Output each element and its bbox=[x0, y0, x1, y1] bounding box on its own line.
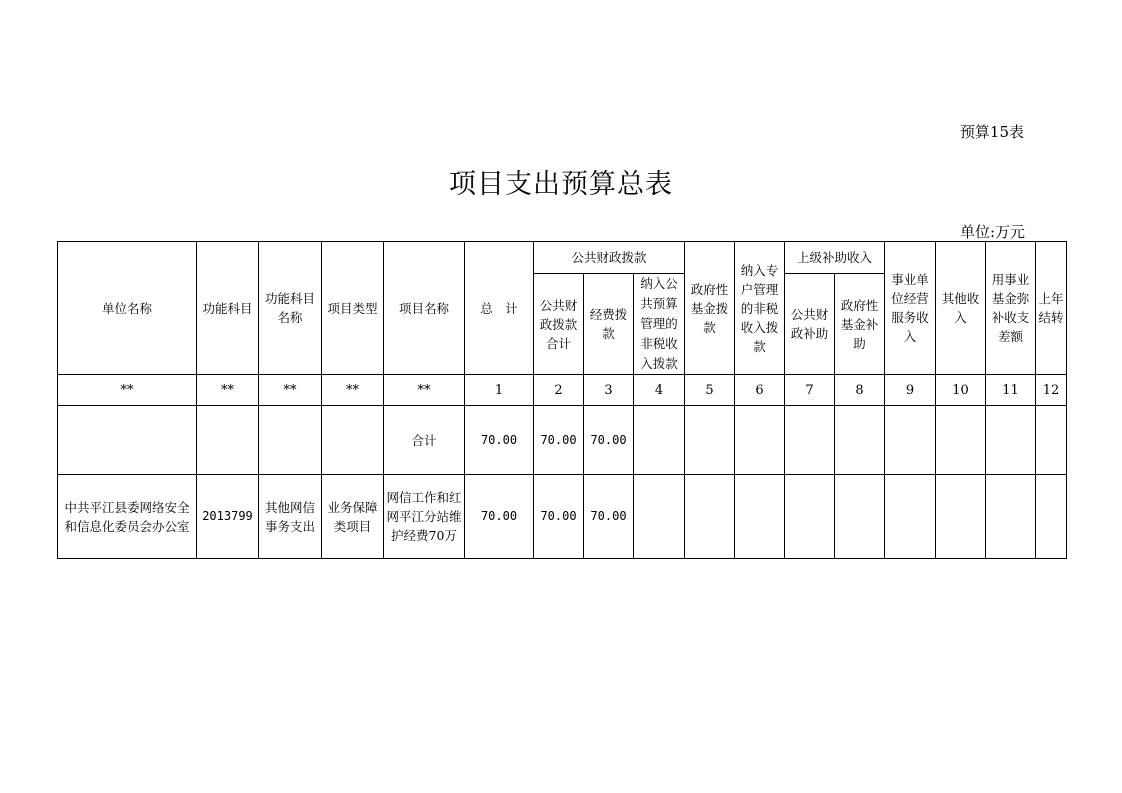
index-cell: 12 bbox=[1036, 375, 1067, 406]
total-nontax-public bbox=[634, 406, 685, 475]
index-cell: 8 bbox=[835, 375, 885, 406]
header-func-code: 功能科目 bbox=[197, 242, 259, 375]
total-unit-name bbox=[58, 406, 197, 475]
total-superior-public bbox=[785, 406, 835, 475]
index-cell: ** bbox=[58, 375, 197, 406]
total-func-name bbox=[259, 406, 322, 475]
index-cell: 3 bbox=[584, 375, 634, 406]
total-proj-type bbox=[322, 406, 384, 475]
index-cell: 9 bbox=[885, 375, 936, 406]
header-public-fiscal: 公共财政拨款 bbox=[534, 242, 685, 274]
index-row bbox=[58, 375, 1067, 406]
row-func-name: 其他网信事务支出 bbox=[259, 475, 322, 559]
header-unit-name: 单位名称 bbox=[58, 242, 197, 375]
total-func-code bbox=[197, 406, 259, 475]
header-service-income: 事业单位经营服务收入 bbox=[885, 242, 936, 375]
index-cell: 4 bbox=[634, 375, 685, 406]
index-cell: 11 bbox=[986, 375, 1036, 406]
index-cell: 7 bbox=[785, 375, 835, 406]
index-cell: 6 bbox=[735, 375, 785, 406]
header-func-name: 功能科目名称 bbox=[259, 242, 322, 375]
row-nontax-special bbox=[735, 475, 785, 559]
total-expense-alloc: 70.00 bbox=[584, 406, 634, 475]
total-last-year bbox=[1036, 406, 1067, 475]
total-superior-gov-fund bbox=[835, 406, 885, 475]
table-number: 预算15表 bbox=[959, 123, 1024, 141]
index-cell: 5 bbox=[685, 375, 735, 406]
total-other-income bbox=[936, 406, 986, 475]
header-expense-alloc: 经费拨款 bbox=[584, 274, 634, 375]
total-public-fiscal: 70.00 bbox=[534, 406, 584, 475]
table-row bbox=[58, 475, 1067, 559]
header-superior-gov-fund: 政府性基金补助 bbox=[835, 274, 885, 375]
header-other-income: 其他收入 bbox=[936, 242, 986, 375]
index-cell: ** bbox=[259, 375, 322, 406]
row-fund-balance bbox=[986, 475, 1036, 559]
header-nontax-public: 纳入公共预算管理的非税收入拨款 bbox=[634, 274, 685, 375]
unit-label: 单位:万元 bbox=[959, 223, 1025, 241]
header-proj-type: 项目类型 bbox=[322, 242, 384, 375]
total-gov-fund bbox=[685, 406, 735, 475]
index-cell: ** bbox=[322, 375, 384, 406]
index-cell: ** bbox=[384, 375, 465, 406]
row-func-code: 2013799 bbox=[197, 475, 259, 559]
index-cell: 10 bbox=[936, 375, 986, 406]
header-gov-fund: 政府性基金拨款 bbox=[685, 242, 735, 375]
index-cell: 2 bbox=[534, 375, 584, 406]
row-superior-gov-fund bbox=[835, 475, 885, 559]
row-nontax-public bbox=[634, 475, 685, 559]
index-cell: 1 bbox=[465, 375, 534, 406]
header-nontax-special: 纳入专户管理的非税收入拨款 bbox=[735, 242, 785, 375]
row-public-fiscal: 70.00 bbox=[534, 475, 584, 559]
total-nontax-special bbox=[735, 406, 785, 475]
header-fund-balance: 用事业基金弥补收支差额 bbox=[986, 242, 1036, 375]
budget-table bbox=[57, 241, 1067, 559]
page-title: 项目支出预算总表 bbox=[449, 169, 673, 200]
row-total: 70.00 bbox=[465, 475, 534, 559]
total-service-income bbox=[885, 406, 936, 475]
index-cell: ** bbox=[197, 375, 259, 406]
row-last-year bbox=[1036, 475, 1067, 559]
header-last-year: 上年结转 bbox=[1036, 242, 1067, 375]
row-unit-name: 中共平江县委网络安全和信息化委员会办公室 bbox=[58, 475, 197, 559]
header-superior-public: 公共财政补助 bbox=[785, 274, 835, 375]
total-row bbox=[58, 406, 1067, 475]
total-label: 合计 bbox=[384, 406, 465, 475]
header-total: 总 计 bbox=[465, 242, 534, 375]
row-gov-fund bbox=[685, 475, 735, 559]
row-proj-name: 网信工作和红网平江分站维护经费70万 bbox=[384, 475, 465, 559]
row-service-income bbox=[885, 475, 936, 559]
header-superior-subsidy: 上级补助收入 bbox=[785, 242, 885, 274]
header-proj-name: 项目名称 bbox=[384, 242, 465, 375]
row-proj-type: 业务保障类项目 bbox=[322, 475, 384, 559]
row-other-income bbox=[936, 475, 986, 559]
header-public-fiscal-total: 公共财政拨款合计 bbox=[534, 274, 584, 375]
row-superior-public bbox=[785, 475, 835, 559]
total-fund-balance bbox=[986, 406, 1036, 475]
total-amount: 70.00 bbox=[465, 406, 534, 475]
row-expense-alloc: 70.00 bbox=[584, 475, 634, 559]
